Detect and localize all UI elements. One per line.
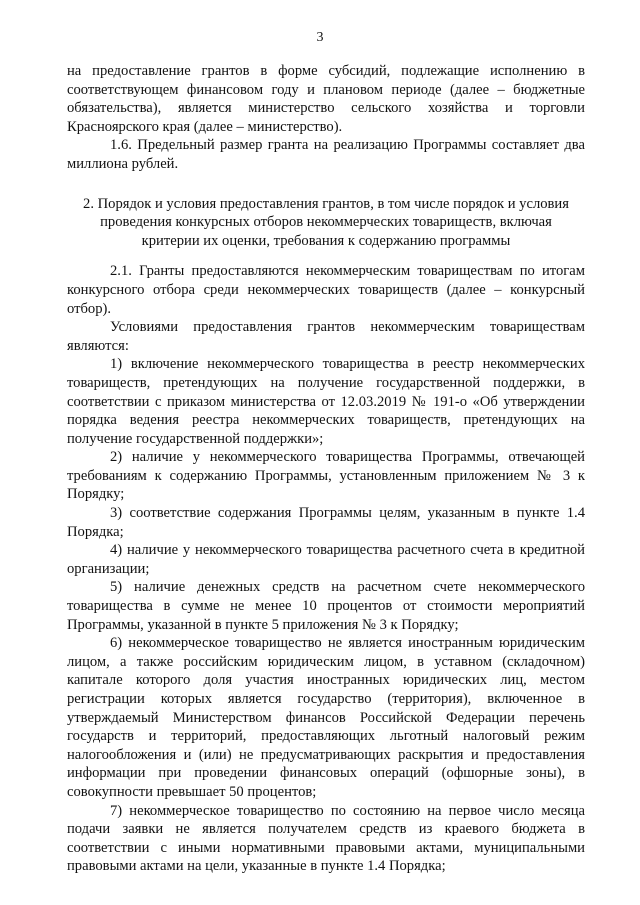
condition-item-6: 6) некоммерческое товарищество не является иностранным юридическим лицом, а также российским юридическим лицом, в уставном (складочном) капитале которого доля участия иностранных юридических лиц, местом регистрации которых является государство (территория), включенное в утверждаемый Министерством финансов Российской Федерации перечень государств и территорий, предоставляющих льготный налоговый режим налогообложения и (или) не предусматривающих раскрытия и предоставления информации при проведении финансовых операций (офшорные зоны), в совокупности превышает 50 процентов;	[67, 635, 585, 800]
document-body	[67, 62, 585, 876]
condition-item-3: 3) соответствие содержания Программы целям, указанным в пункте 1.4 Порядка;	[67, 505, 585, 540]
condition-item-7: 7) некоммерческое товарищество по состоянию на первое число месяца подачи заявки не является получателем средств из краевого бюджета в соответствии с иными нормативными правовыми актами, муниципальными правовыми актами на цели, указанные в пункте 1.4 Порядка;	[67, 802, 585, 875]
condition-item-2: 2) наличие у некоммерческого товарищества Программы, отвечающей требованиям к содержанию Программы, установленным приложением № 3 к Порядку;	[67, 449, 585, 503]
condition-item-1: 1) включение некоммерческого товарищества в реестр некоммерческих товариществ, претендующих на получение государственной поддержки, в соответствии с приказом министерства от 12.03.2019 № 191-о «Об утверждении порядка ведения реестра некоммерческих товариществ, претендующих на получение государственной поддержки»;	[67, 356, 585, 447]
section-heading-2: 2. Порядок и условия предоставления грантов, в том числе порядок и условия проведения конкурсных отборов некоммерческих товариществ, включая критерии их оценки, требования к содержанию программы	[83, 195, 569, 249]
condition-item-4: 4) наличие у некоммерческого товарищества расчетного счета в кредитной организации;	[67, 542, 585, 577]
paragraph-2-1: 2.1. Гранты предоставляются некоммерческим товариществам по итогам конкурсного отбора среди некоммерческих товариществ (далее – конкурсный отбор).	[67, 263, 585, 317]
paragraph-1-6: 1.6. Предельный размер гранта на реализацию Программы составляет два миллиона рублей.	[67, 137, 585, 172]
condition-item-5: 5) наличие денежных средств на расчетном счете некоммерческого товарищества в сумме не менее 10 процентов от стоимости мероприятий Программы, указанной в пункте 5 приложения № 3 к Порядку;	[67, 579, 585, 633]
page-number: 3	[316, 30, 324, 45]
paragraph-grant-budget-obligations: на предоставление грантов в форме субсидий, подлежащие исполнению в соответствующем финансовом году и плановом периоде (далее – бюджетные обязательства), является министерство сельского хозяйства и торговли Красноярского края (далее – министерство).	[67, 63, 585, 135]
paragraph-conditions-intro: Условиями предоставления грантов некоммерческим товариществам являются:	[67, 319, 585, 354]
